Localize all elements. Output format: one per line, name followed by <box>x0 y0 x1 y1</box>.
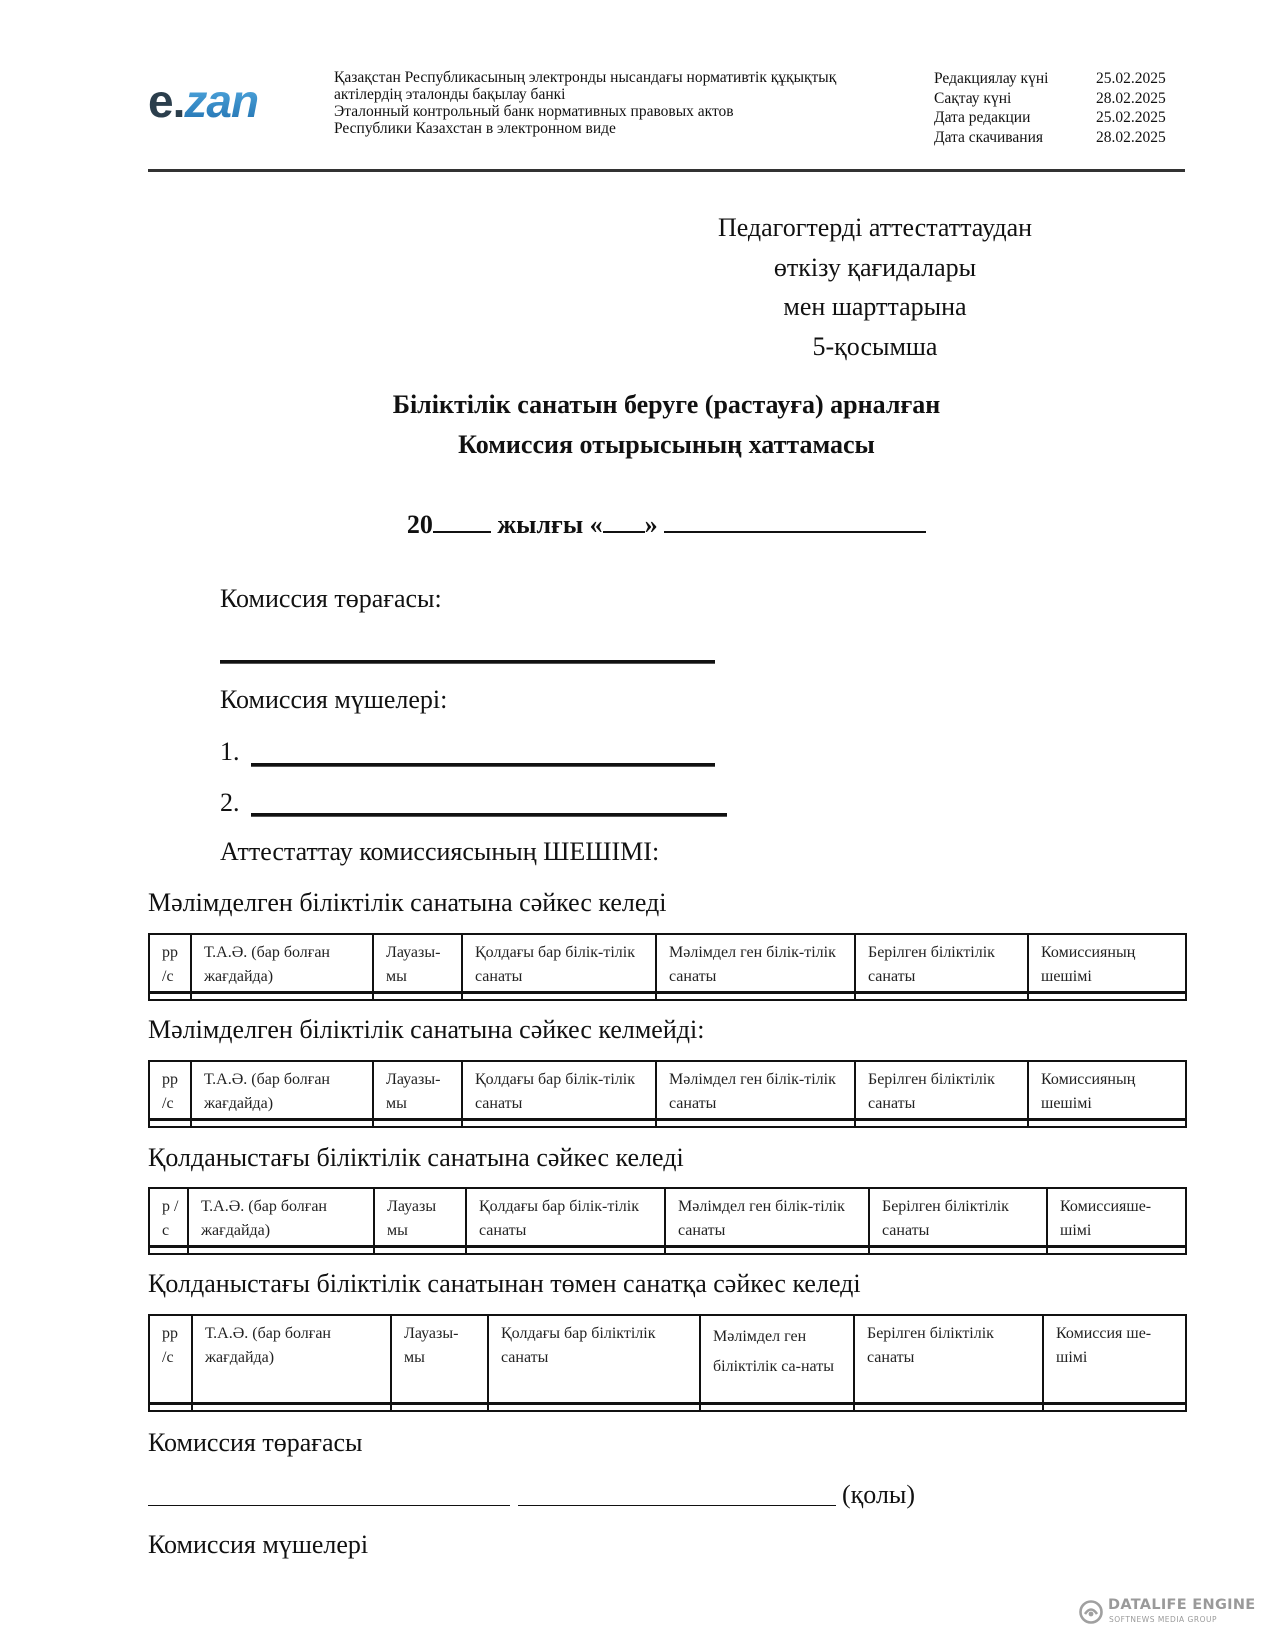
watermark-brand: DATALIFE ENGINE <box>1108 1597 1256 1613</box>
decision-table-1 <box>148 933 1187 1001</box>
day-blank[interactable] <box>603 505 645 533</box>
col-header: Комиссия ше-шімі <box>1043 1315 1186 1404</box>
member-1-number: 1. <box>220 737 240 766</box>
table-cell[interactable] <box>462 993 656 1001</box>
table-cell[interactable] <box>1047 1247 1186 1255</box>
document-dates <box>934 69 1176 147</box>
signature-note: (қолы) <box>842 1480 916 1509</box>
col-header: Мәлімдел ген біліктілік са-наты <box>700 1315 854 1404</box>
watermark-sub: SOFTNEWS MEDIA GROUP <box>1109 1615 1217 1624</box>
col-header: Берілген біліктілік санаты <box>869 1188 1047 1247</box>
col-header: р /с <box>149 1188 188 1247</box>
col-header: Қолдағы бар білік-тілік санаты <box>462 1061 656 1120</box>
col-header: Т.А.Ә. (бар болған жағдайда) <box>191 934 373 993</box>
col-header: Т.А.Ә. (бар болған жағдайда) <box>191 1061 373 1120</box>
meta-label: Редакциялау күні <box>934 70 1049 87</box>
col-header: Мәлімдел ген білік-тілік санаты <box>665 1188 869 1247</box>
year-word: жылғы « <box>497 510 603 539</box>
col-header: Комиссияның шешімі <box>1028 1061 1186 1120</box>
table-cell[interactable] <box>466 1247 665 1255</box>
decision-table-2 <box>148 1060 1187 1128</box>
section-heading: Мәлімделген біліктілік санатына сәйкес келеді <box>148 888 667 917</box>
table-cell[interactable] <box>656 993 855 1001</box>
appendix-reference <box>660 208 1090 366</box>
table-cell[interactable] <box>1028 1120 1186 1128</box>
table-cell[interactable] <box>192 1404 391 1412</box>
table-cell[interactable] <box>374 1247 466 1255</box>
year-blank[interactable] <box>433 505 491 533</box>
ezan-logo <box>148 76 298 126</box>
col-header: Лауазы-мы <box>373 934 462 993</box>
meta-value: 28.02.2025 <box>1096 128 1166 146</box>
table-cell[interactable] <box>149 993 191 1001</box>
appendix-line: өткізу қағидалары <box>773 252 977 282</box>
chair-signature-line[interactable] <box>518 1505 836 1506</box>
table-cell[interactable] <box>1028 993 1186 1001</box>
title-line-1: Біліктілік санатын беруге (растауға) арналған <box>392 390 941 419</box>
meta-value: 25.02.2025 <box>1096 70 1166 87</box>
col-header: Лауазы-мы <box>373 1061 462 1120</box>
footer-members-label: Комиссия мүшелері <box>148 1530 369 1559</box>
month-blank[interactable] <box>664 505 926 533</box>
logo-dot: . <box>172 75 185 127</box>
chair-label: Комиссия төрағасы: <box>220 584 442 613</box>
table-cell[interactable] <box>373 1120 462 1128</box>
table-cell[interactable] <box>854 1404 1043 1412</box>
col-header: Берілген біліктілік санаты <box>854 1315 1043 1404</box>
table-header-row <box>149 1061 1186 1120</box>
table-cell[interactable] <box>855 993 1028 1001</box>
meta-row <box>934 69 1176 89</box>
col-header: Қолдағы бар білік-тілік санаты <box>466 1188 665 1247</box>
bank-line: Республики Казахстан в электронном виде <box>334 120 616 137</box>
table-cell[interactable] <box>1043 1404 1186 1412</box>
members-label: Комиссия мүшелері: <box>220 685 448 714</box>
table-cell[interactable] <box>191 993 373 1001</box>
bank-line: Эталонный контрольный банк нормативных правовых актов <box>334 103 734 120</box>
table-row <box>149 1247 1186 1255</box>
member-1-line[interactable] <box>251 763 715 767</box>
logo-e: e <box>148 75 173 127</box>
table-cell[interactable] <box>391 1404 488 1412</box>
table-cell[interactable] <box>188 1247 374 1255</box>
table-cell[interactable] <box>373 993 462 1001</box>
decision-table-4 <box>148 1314 1187 1412</box>
col-header: Т.А.Ә. (бар болған жағдайда) <box>192 1315 391 1404</box>
meta-value: 28.02.2025 <box>1096 89 1166 107</box>
table-cell[interactable] <box>700 1404 854 1412</box>
appendix-line: мен шарттарына <box>783 292 967 321</box>
table-row <box>149 993 1186 1001</box>
table-cell[interactable] <box>191 1120 373 1128</box>
decision-table-3 <box>148 1187 1187 1255</box>
footer-chair-label: Комиссия төрағасы <box>148 1428 363 1457</box>
table-cell[interactable] <box>149 1247 188 1255</box>
col-header: Берілген біліктілік санаты <box>855 1061 1028 1120</box>
table-cell[interactable] <box>665 1247 869 1255</box>
meta-value: 25.02.2025 <box>1096 109 1166 126</box>
datalife-watermark <box>1078 1597 1258 1633</box>
table-header-row <box>149 1315 1186 1404</box>
document-title <box>148 385 1185 465</box>
col-header: Комиссияше-шімі <box>1047 1188 1186 1247</box>
bank-line: Қазақстан Республикасының электронды нысандағы нормативтік құқықтық <box>334 69 837 86</box>
bank-line: актілердің эталонды бақылау банкі <box>334 86 566 103</box>
datalife-logo-icon <box>1078 1599 1104 1625</box>
table-cell[interactable] <box>855 1120 1028 1128</box>
meta-label: Дата редакции <box>934 109 1031 126</box>
table-header-row <box>149 934 1186 993</box>
section-heading: Қолданыстағы біліктілік санатына сәйкес келеді <box>148 1143 684 1172</box>
col-header: Мәлімдел ген білік-тілік санаты <box>656 934 855 993</box>
bank-description <box>334 69 836 137</box>
chair-signature-line[interactable] <box>220 660 715 664</box>
col-header: Лауазы мы <box>374 1188 466 1247</box>
col-header: Қолдағы бар білік-тілік санаты <box>462 934 656 993</box>
col-header: Комиссияның шешімі <box>1028 934 1186 993</box>
col-header: Қолдағы бар біліктілік санаты <box>488 1315 700 1404</box>
col-header: рр /с <box>149 934 191 993</box>
member-2-line[interactable] <box>251 813 727 817</box>
logo-zan: zan <box>184 75 259 127</box>
meta-row <box>934 89 1176 109</box>
col-header: рр /с <box>149 1061 191 1120</box>
meta-label: Дата скачивания <box>934 128 1044 146</box>
col-header: Т.А.Ә. (бар болған жағдайда) <box>188 1188 374 1247</box>
table-cell[interactable] <box>656 1120 855 1128</box>
col-header: Берілген біліктілік санаты <box>855 934 1028 993</box>
meta-label: Сақтау күні <box>934 89 1012 107</box>
table-cell[interactable] <box>149 1120 191 1128</box>
table-row <box>149 1120 1186 1128</box>
table-cell[interactable] <box>488 1404 700 1412</box>
member-2-number: 2. <box>220 788 240 817</box>
section-heading: Қолданыстағы біліктілік санатынан төмен санатқа сәйкес келеді <box>148 1269 861 1298</box>
table-header-row <box>149 1188 1186 1247</box>
col-header: Мәлімдел ген білік-тілік санаты <box>656 1061 855 1120</box>
year-prefix: 20 <box>406 510 433 539</box>
chair-name-line[interactable] <box>148 1505 510 1506</box>
title-line-2: Комиссия отырысының хаттамасы <box>458 430 875 459</box>
close-quote: » <box>644 510 658 539</box>
table-row <box>149 1404 1186 1412</box>
col-header: Лауазы-мы <box>391 1315 488 1404</box>
date-line <box>148 505 1185 545</box>
header-divider <box>148 169 1185 172</box>
table-cell[interactable] <box>149 1404 192 1412</box>
appendix-line: Педагогтерді аттестаттаудан <box>717 213 1033 242</box>
table-cell[interactable] <box>869 1247 1047 1255</box>
section-heading: Мәлімделген біліктілік санатына сәйкес келмейді: <box>148 1015 705 1044</box>
col-header: рр /с <box>149 1315 192 1404</box>
appendix-line: 5-қосымша <box>812 331 938 361</box>
decision-label: Аттестаттау комиссиясының ШЕШІМІ: <box>220 837 660 866</box>
table-cell[interactable] <box>462 1120 656 1128</box>
meta-row <box>934 128 1176 148</box>
meta-row <box>934 108 1176 128</box>
